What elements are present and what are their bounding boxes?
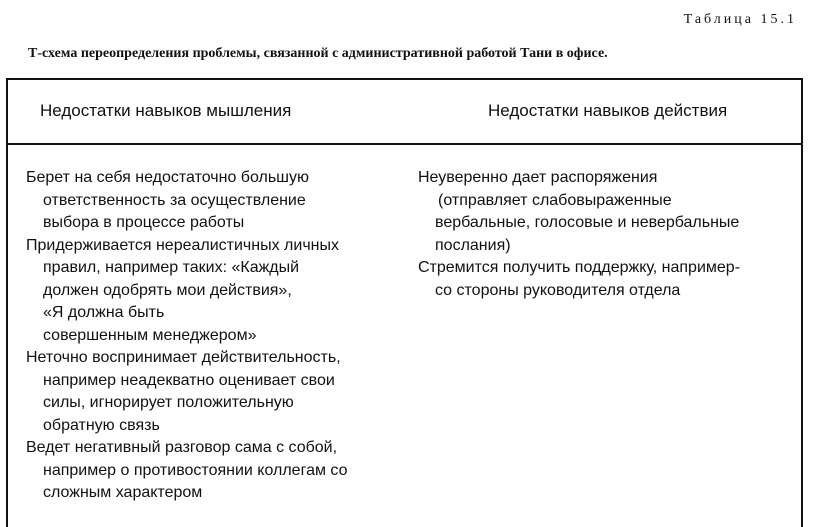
list-item — [26, 235, 416, 348]
column-header-thinking-skills: Недостатки навыков мышления — [40, 101, 292, 120]
thinking-skills-column — [26, 167, 416, 505]
entry-line: Ведет негативный разговор сама с собой, — [26, 439, 338, 456]
action-skills-column — [418, 167, 803, 302]
entry-line: Придерживается нереалистичных личных — [26, 236, 339, 254]
entry-line: должен одобрять мои действия», — [43, 281, 292, 299]
list-item — [418, 257, 803, 302]
entry-line: например неадекватно оценивает свои — [43, 371, 335, 389]
entry-line: ответственность за осуществление — [43, 191, 306, 209]
entry-line: сложным характером — [43, 484, 203, 501]
table-caption: Т-схема переопределения проблемы, связанной с административной работой Тани в офисе. — [28, 46, 608, 61]
entry-line: обратную связь — [43, 416, 160, 434]
entry-line: выбора в процессе работы — [43, 214, 245, 231]
entry-line: «Я должна быть — [43, 304, 165, 321]
entry-line: послания) — [435, 236, 511, 254]
entry-line: правил, например таких: «Каждый — [43, 259, 300, 276]
entry-line: совершенным менеджером» — [43, 326, 257, 344]
entry-line: Берет на себя недостаточно большую — [26, 169, 309, 186]
column-header-action-skills: Недостатки навыков действия — [488, 101, 728, 120]
entry-line: (отправляет слабовыраженные — [438, 191, 672, 209]
entry-line: Неточно воспринимает действительность, — [26, 349, 341, 366]
list-item — [26, 437, 416, 505]
list-item — [418, 167, 803, 257]
t-scheme-table — [6, 78, 803, 527]
entry-line: вербальные, голосовые и невербальные — [435, 214, 740, 231]
list-item — [26, 167, 416, 235]
entry-line: силы, игнорирует положительную — [43, 394, 294, 411]
entry-line: Неуверенно дает распоряжения — [418, 169, 658, 186]
entry-line: например о противостоянии коллегам со — [43, 461, 348, 479]
table-number: Таблица 15.1 — [683, 12, 797, 27]
list-item — [26, 347, 416, 437]
table-header-row — [8, 80, 801, 145]
entry-line: со стороны руководителя отдела — [435, 281, 681, 299]
entry-line: Стремится получить поддержку, например- — [418, 259, 741, 276]
